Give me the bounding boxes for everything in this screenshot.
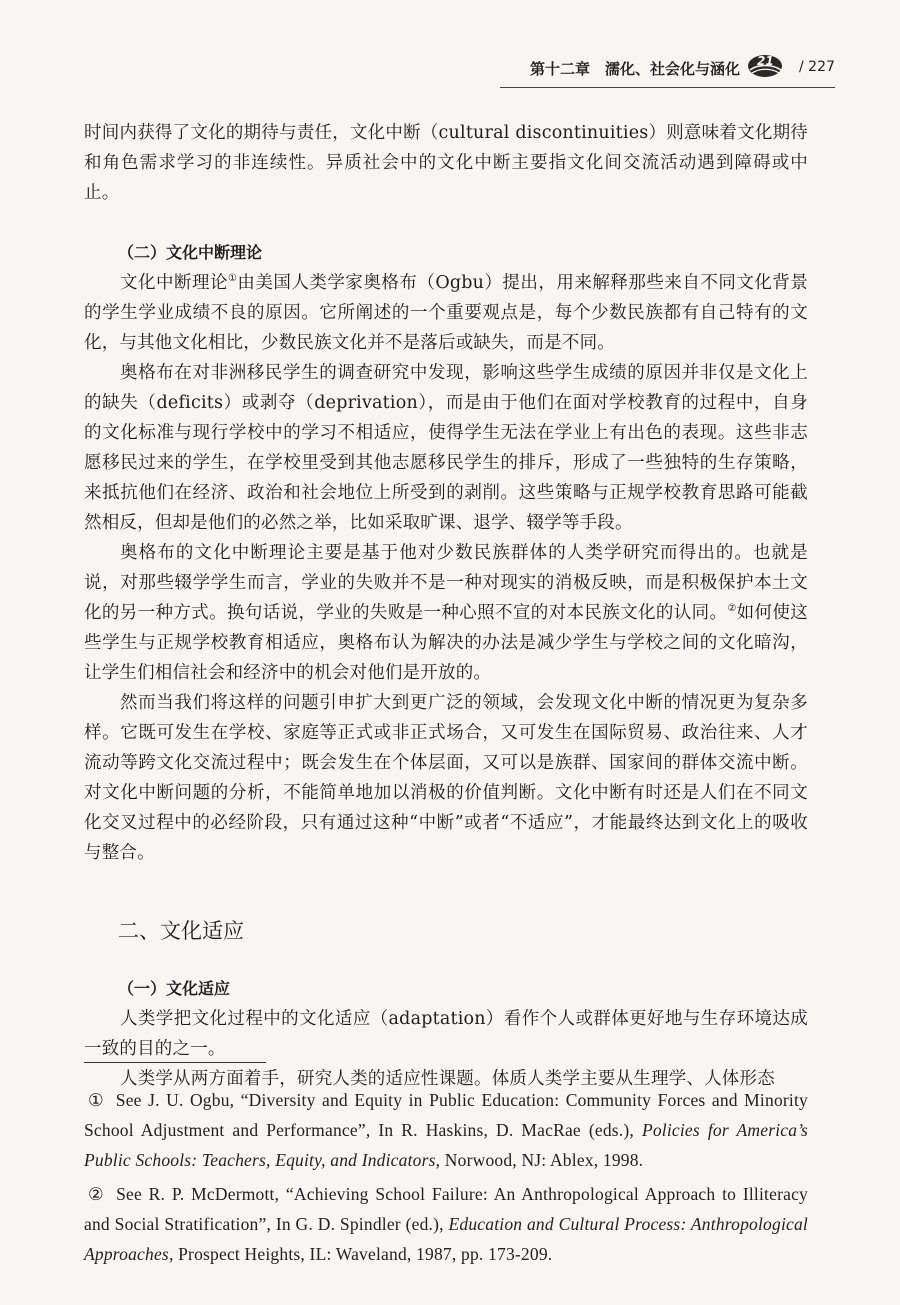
subheading-cultural-adaptation: （一）文化适应	[118, 979, 231, 998]
footnote-rule	[84, 1062, 266, 1063]
paragraph-ogbu-theory	[84, 268, 808, 358]
page-number: / 227	[799, 59, 835, 75]
section-heading-cultural-adaptation: 二、文化适应	[118, 919, 244, 943]
footnote-2	[84, 1179, 808, 1269]
svg-text:21: 21	[757, 54, 774, 68]
text-run: 文化中断理论	[120, 273, 228, 293]
paragraph-ogbu-research: 奥格布在对非洲移民学生的调查研究中发现，影响这些学生成绩的原因并非仅是文化上的缺失（deficits）或剥夺（deprivation），而是由于他们在面对学校教育的过程中，自身的文化标准与现行学校中的学习不相适应，使得学生无法在学业上有出色的表现。这些非志愿移民过来的学生，在学校里受到其他志愿移民学生的排斥，形成了一些独特的生存策略，来抵抗他们在经济、政治和社会地位上所受到的剥削。这些策略与正规学校教育思路可能截然相反，但却是他们的必然之举，比如采取旷课、退学、辍学等手段。	[84, 363, 808, 533]
paragraph-broader-field: 然而当我们将这样的问题引申扩大到更广泛的领域，会发现文化中断的情况更为复杂多样。它既可发生在学校、家庭等正式或非正式场合，又可发生在国际贸易、政治往来、人才流动等跨文化交流过程中；既会发生在个体层面，又可以是族群、国家间的群体交流中断。对文化中断问题的分析，不能简单地加以消极的价值判断。文化中断有时还是人们在不同文化交叉过程中的必经阶段，只有通过这种“中断”或者“不适应”，才能最终达到文化上的吸收与整合。	[84, 693, 808, 863]
footnote-text: See J. U. Ogbu, “Diversity and Equity in Public Education: Community Forces and Minority School Adjustment and Performance”, In R. Haskins, D. MacRae (eds.),	[84, 1090, 808, 1140]
paragraph-ogbu-anthropology	[84, 538, 808, 688]
paragraph-continuation: 时间内获得了文化的期待与责任，文化中断（cultural discontinuities）则意味着文化期待和角色需求学习的非连续性。异质社会中的文化中断主要指文化间交流活动遇到障碍或中止。	[84, 123, 808, 203]
subheading-cultural-discontinuity-theory: （二）文化中断理论	[118, 243, 263, 262]
footnote-book-title: Education and Cultural Process: Anthropological Approaches	[84, 1214, 808, 1264]
footnote-text: See R. P. McDermott, “Achieving School Failure: An Anthropological Approach to Illiteracy and Social Stratification”, In G. D. Spindler (ed.),	[84, 1184, 808, 1234]
footnote-text: , Prospect Heights, IL: Waveland, 1987, pp. 173-209.	[168, 1244, 553, 1264]
footnotes	[84, 1085, 808, 1273]
paragraph-adaptation-definition: 人类学把文化过程中的文化适应（adaptation）看作个人或群体更好地与生存环境达成一致的目的之一。	[84, 1009, 808, 1059]
footnote-text: , Norwood, NJ: Ablex, 1998.	[435, 1150, 644, 1170]
footnote-number: ①	[88, 1090, 106, 1110]
footnote-ref-2[interactable]: ②	[727, 603, 737, 615]
footnote-book-title: Policies for America’s Public Schools: Teachers, Equity, and Indicators	[84, 1120, 808, 1170]
footnote-ref-1[interactable]: ①	[227, 273, 238, 285]
text-run: 如何使这些学生与正规学校教育相适应，奥格布认为解决的办法是减少学生与学校之间的文化暗沟，让学生们相信社会和经济中的机会对他们是开放的。	[84, 603, 808, 683]
paragraph-adaptation-study: 人类学从两方面着手，研究人类的适应性课题。体质人类学主要从生理学、人体形态	[120, 1069, 775, 1089]
footnote-1	[84, 1085, 808, 1175]
text-run: 奥格布的文化中断理论主要是基于他对少数民族群体的人类学研究而得出的。也就是说，对那些辍学学生而言，学业的失败并不是一种对现实的消极反映，而是积极保护本土文化的另一种方式。换句话说，学业的失败是一种心照不宣的对本民族文化的认同。	[84, 543, 808, 623]
text-run: 由美国人类学家奥格布（Ogbu）提出，用来解释那些来自不同文化背景的学生学业成绩不良的原因。它所阐述的一个重要观点是，每个少数民族都有自己特有的文化，与其他文化相比，少数民族文化并不是落后或缺失，而是不同。	[84, 273, 809, 353]
21-century-logo-icon	[746, 50, 784, 80]
main-text	[84, 118, 808, 1094]
chapter-title: 第十二章 濡化、社会化与涵化	[529, 60, 740, 78]
running-header	[0, 56, 900, 84]
footnote-number: ②	[88, 1184, 107, 1204]
header-rule	[500, 87, 835, 88]
